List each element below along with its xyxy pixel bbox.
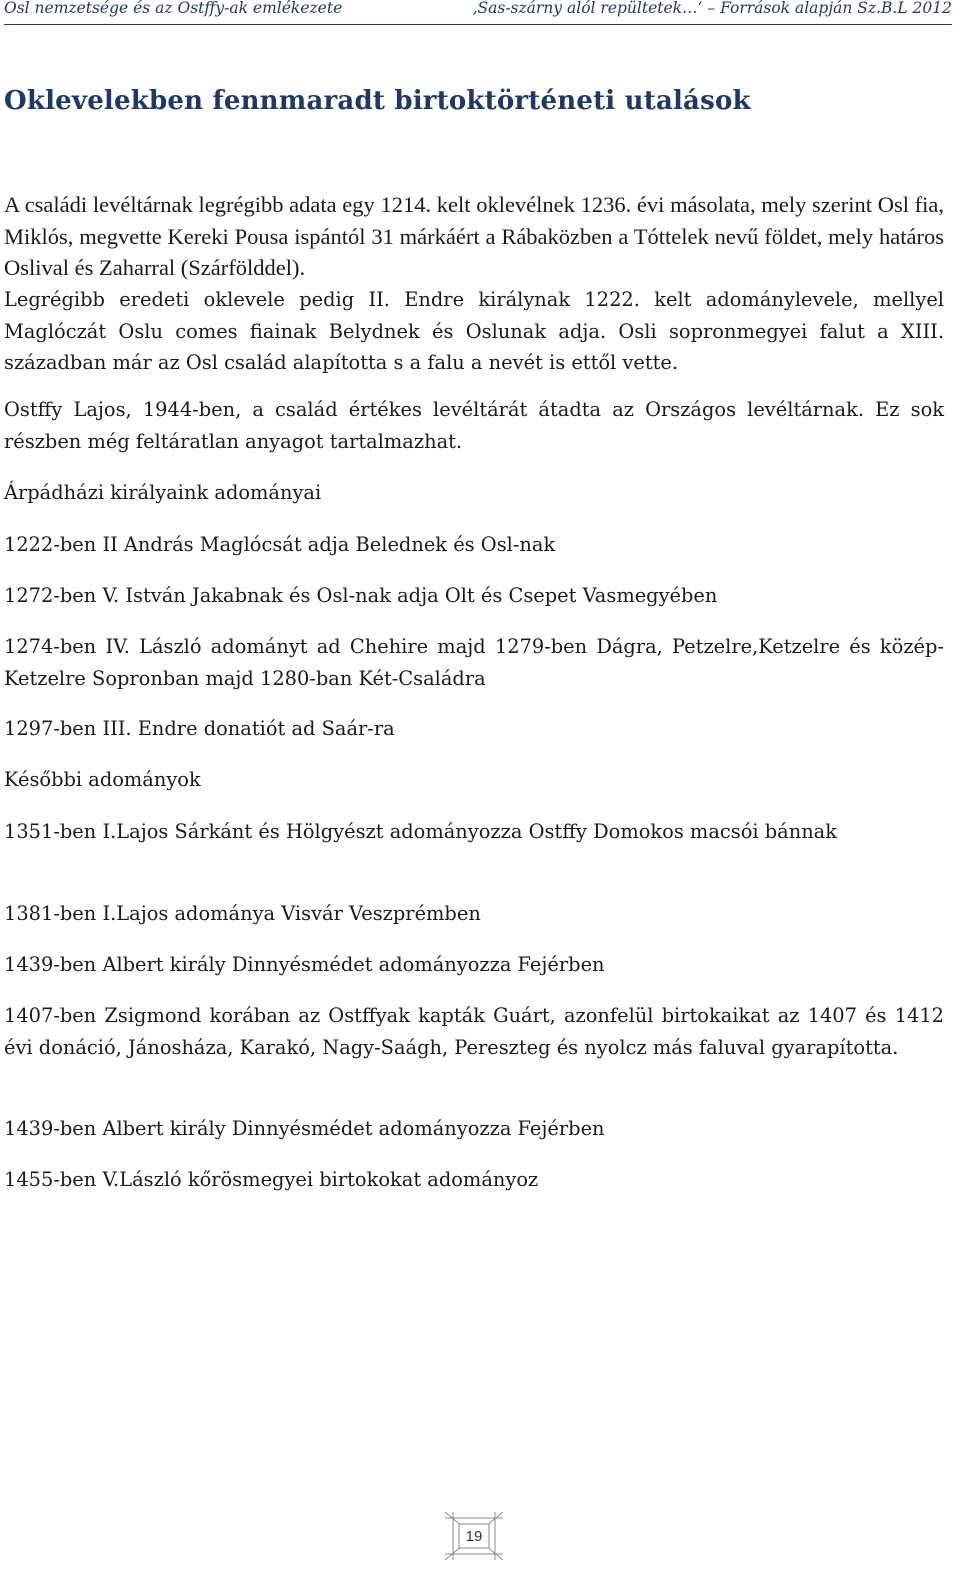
paragraph-2: Legrégibb eredeti oklevele pedig II. Endre királynak 1222. kelt adománylevele, mellyel Maglóczát Oslu comes fiainak Belydnek és Oslunak adja. Osli sopronmegyei falut a XIII. században már az Osl család alapította s a falu a nevét is ettől vette. bbox=[4, 288, 944, 374]
page-number-badge bbox=[445, 1512, 503, 1560]
list-item: 1455-ben V.László kőrösmegyei birtokokat adományoz bbox=[4, 1168, 539, 1191]
list-item: 1272-ben V. István Jakabnak és Osl-nak adja Olt és Csepet Vasmegyében bbox=[4, 584, 718, 607]
header-left: Osl nemzetsége és az Ostffy-ak emlékezete bbox=[4, 0, 343, 17]
list-item: 1439-ben Albert király Dinnyésmédet adományozza Fejérben bbox=[4, 953, 605, 976]
page-title: Oklevelekben fennmaradt birtoktörténeti utalások bbox=[4, 86, 751, 116]
list-item: 1297-ben III. Endre donatiót ad Saár-ra bbox=[4, 717, 395, 740]
running-header bbox=[4, 0, 952, 25]
page-number: 19 bbox=[465, 1527, 483, 1545]
list-item: 1407-ben Zsigmond korában az Ostffyak kapták Guárt, azonfelül birtokaikat az 1407 és 1412 évi donáció, Jánosháza, Karakó, Nagy-Saágh, Pereszteg és nyolcz más faluval gyarapította. bbox=[4, 1004, 944, 1059]
section-heading-arpad: Árpádházi királyaink adományai bbox=[4, 481, 322, 504]
paragraph-1: A családi levéltárnak legrégibb adata egy 1214. kelt oklevélnek 1236. évi másolata, mely szerint Osl fia, Miklós, megvette Kereki Pousa ispántól 31 márkáért a Rábaközben a Tóttelek nevű földet, mely határos Oslival és Zaharral (Szárfölddel). bbox=[4, 192, 944, 280]
list-item: 1381-ben I.Lajos adománya Visvár Veszprémben bbox=[4, 902, 481, 925]
list-item: 1351-ben I.Lajos Sárkánt és Hölgyészt adományozza Ostffy Domokos macsói bánnak bbox=[4, 820, 837, 843]
list-item: 1274-ben IV. László adományt ad Chehire majd 1279-ben Dágra, Petzelre,Ketzelre és közép-Ketzelre Sopronban majd 1280-ban Két-Családra bbox=[4, 635, 944, 690]
section-heading-later: Későbbi adományok bbox=[4, 768, 201, 791]
header-right: ‚Sas-szárny alól repültetek…‘ – Források alapján Sz.B.L 2012 bbox=[472, 0, 952, 17]
paragraph-3: Ostffy Lajos, 1944-ben, a család értékes levéltárát átadta az Országos levéltárnak. Ez sok részben még feltáratlan anyagot tartalmazhat. bbox=[4, 398, 944, 453]
list-item: 1439-ben Albert király Dinnyésmédet adományozza Fejérben bbox=[4, 1117, 605, 1140]
list-item: 1222-ben II András Maglócsát adja Belednek és Osl-nak bbox=[4, 533, 556, 556]
